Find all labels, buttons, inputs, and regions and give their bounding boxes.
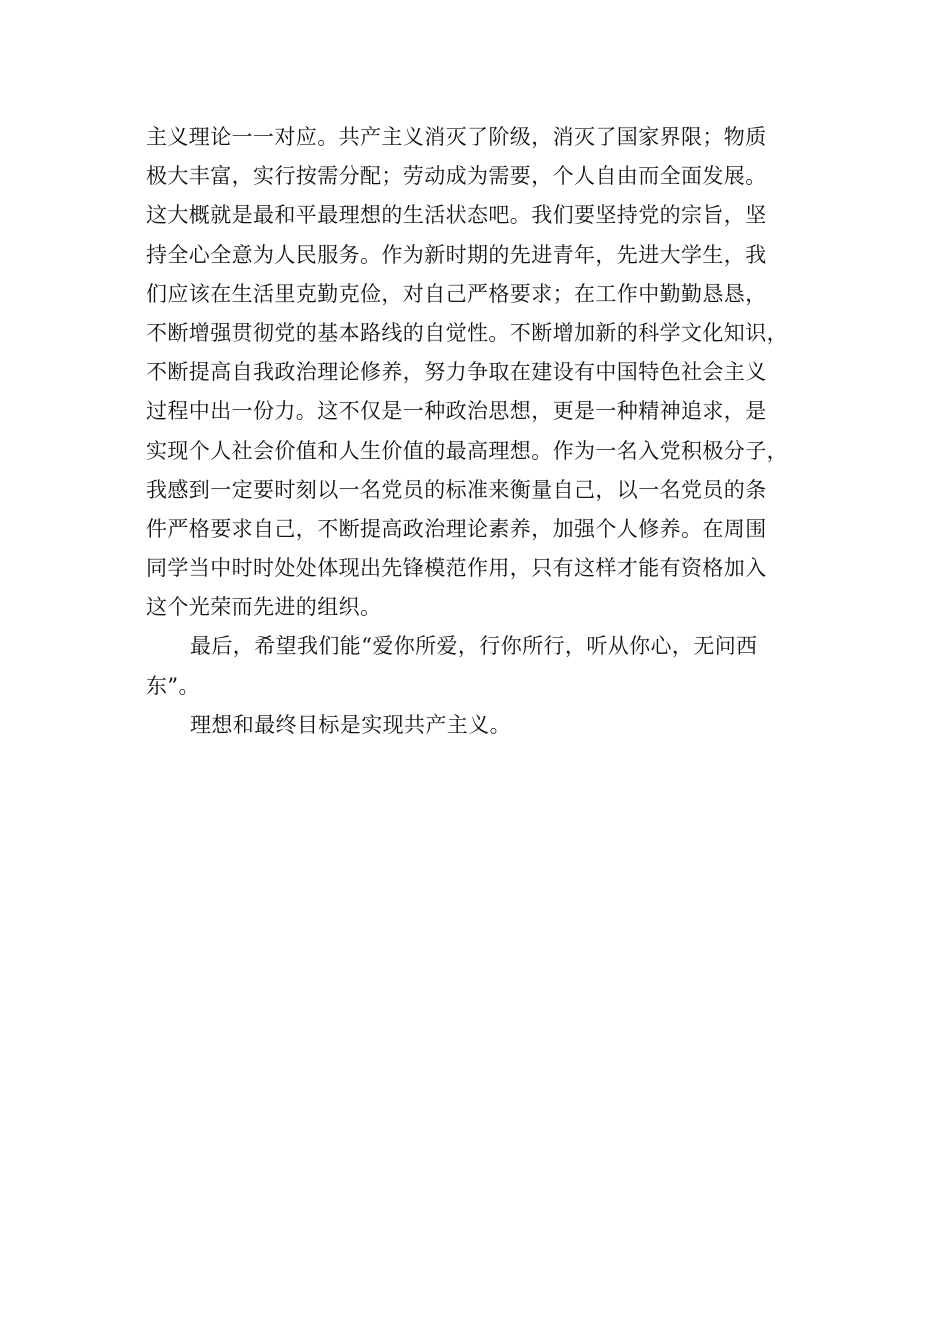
text-line: 同学当中时时处处体现出先锋模范作用，只有这样才能有资格加入	[146, 556, 767, 581]
text-line: 这大概就是最和平最理想的生活状态吧。我们要坚持党的宗旨，坚	[146, 203, 767, 228]
text-line: 极大丰富，实行按需分配；劳动成为需要，个人自由而全面发展。	[146, 164, 767, 189]
paragraph-1	[146, 118, 826, 627]
text-line: 们应该在生活里克勤克俭，对自己严格要求；在工作中勤勤恳恳，	[146, 281, 767, 306]
text-line: 件严格要求自己，不断提高政治理论素养，加强个人修养。在周围	[146, 516, 767, 541]
text-line: 理想和最终目标是实现共产主义。	[190, 712, 511, 737]
text-line: 最后，希望我们能“爱你所爱，行你所行，听从你心，无问西	[190, 634, 758, 659]
text-line: 这个光荣而先进的组织。	[146, 595, 382, 620]
document-body	[146, 118, 826, 745]
text-line: 我感到一定要时刻以一名党员的标准来衡量自己，以一名党员的条	[146, 477, 767, 502]
text-line: 主义理论一一对应。共产主义消灭了阶级，消灭了国家界限；物质	[146, 125, 767, 149]
text-line: 东”。	[146, 673, 200, 698]
paragraph-3	[146, 706, 826, 745]
paragraph-2	[146, 627, 826, 705]
text-line: 持全心全意为人民服务。作为新时期的先进青年，先进大学生，我	[146, 242, 767, 267]
text-line: 实现个人社会价值和人生价值的最高理想。作为一名入党积极分子，	[146, 438, 788, 463]
text-line: 过程中出一份力。这不仅是一种政治思想，更是一种精神追求，是	[146, 399, 767, 424]
text-line: 不断提高自我政治理论修养，努力争取在建设有中国特色社会主义	[146, 360, 767, 385]
text-line: 不断增强贯彻党的基本路线的自觉性。不断增加新的科学文化知识，	[146, 320, 788, 345]
